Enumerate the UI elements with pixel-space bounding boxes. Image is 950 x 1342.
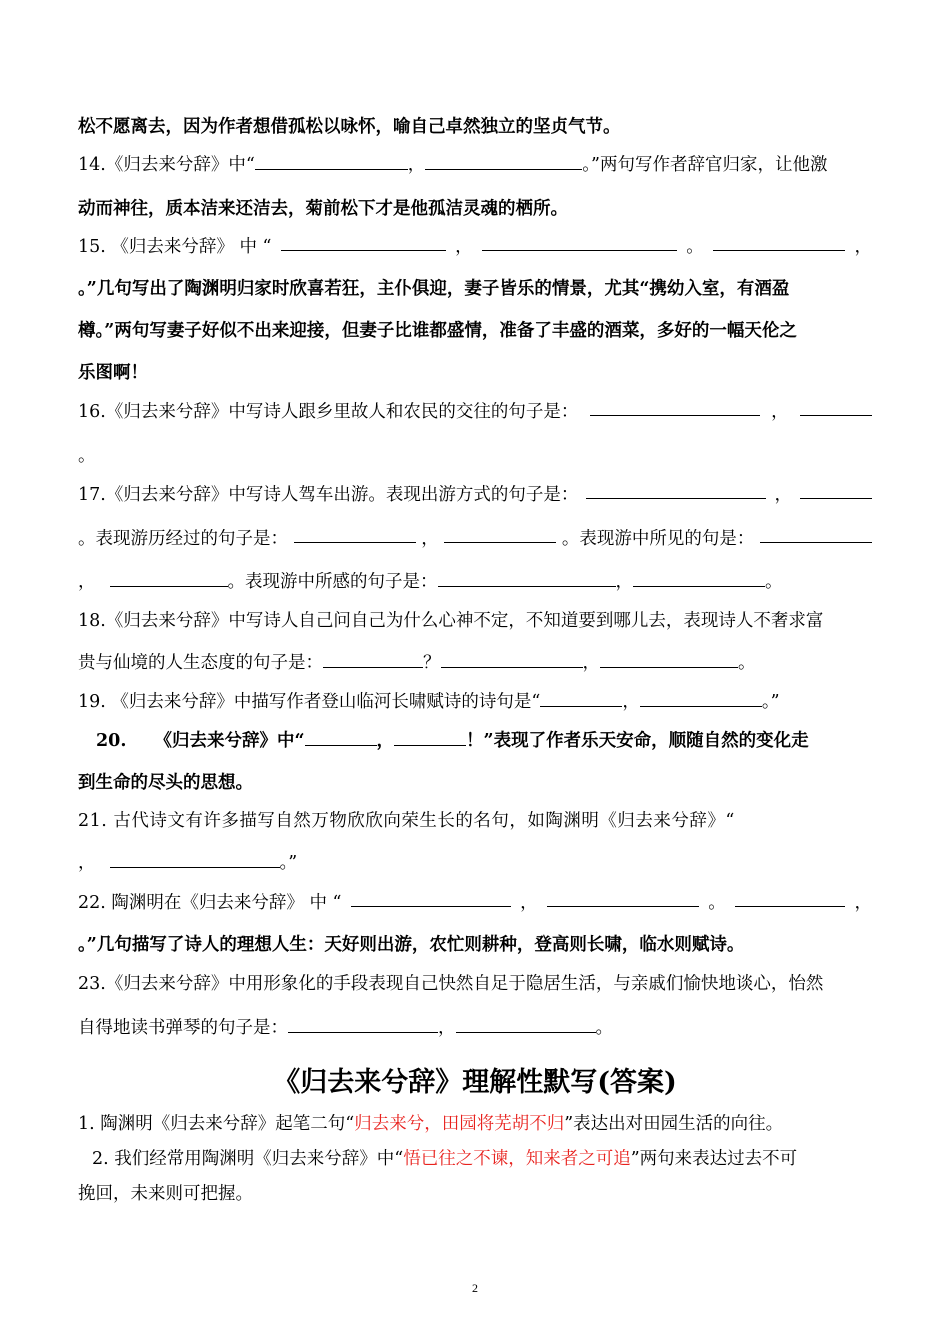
blank-line [600,653,738,668]
blank-line [351,892,511,907]
question-21-line-2: ， 。” [78,853,298,873]
answer-text: 悟已往之不谏，知来者之可追 [403,1149,631,1169]
blank-line [281,236,446,251]
question-21: 21. 古代诗文有许多描写自然万物欣欣向荣生长的名句，如陶渊明《归去来兮辞》“ [78,811,735,831]
question-14: 14.《归去来兮辞》中“ ， 。”两句写作者辞官归家，让他激 [78,155,828,175]
blank-line [110,572,228,587]
question-16: 16.《归去来兮辞》中写诗人跟乡里故人和农民的交往的句子是： ， [78,401,872,423]
answer-text: 归去来兮，田园将芜胡不归 [354,1114,565,1134]
blank-line [255,155,408,170]
blank-line [438,572,616,587]
answers-title: 《归去来兮辞》理解性默写(答案) [273,1067,677,1098]
blank-line [633,572,765,587]
blank-line [456,1018,596,1033]
question-17: 17.《归去来兮辞》中写诗人驾车出游。表现出游方式的句子是： ， [78,484,872,506]
blank-line [110,853,280,868]
blank-line [323,653,423,668]
blank-line [444,528,556,543]
question-18-line-2: 贵与仙境的人生态度的句子是： ？ ， 。 [78,653,756,673]
question-20: 20. 《归去来兮辞》中“ ， ！”表现了作者乐天安命，顺随自然的变化走 [96,731,809,751]
question-23-line-2: 自得地读书弹琴的句子是： ， 。 [78,1018,613,1038]
blank-line [288,1018,438,1033]
blank-line [425,155,582,170]
question-18: 18.《归去来兮辞》中写诗人自己问自己为什么心神不定，不知道要到哪儿去，表现诗人不奢求富 [78,611,824,631]
question-15-line-2: 。”几句写出了陶渊明归家时欣喜若狂，主仆俱迎，妻子皆乐的情景，尤其“携幼入室，有酒盈 [78,279,790,299]
blank-line [800,401,872,416]
question-13-continuation: 松不愿离去，因为作者想借孤松以咏怀，喻自己卓然独立的坚贞气节。 [78,117,621,137]
question-23: 23.《归去来兮辞》中用形象化的手段表现自己快然自足于隐居生活，与亲戚们愉快地谈心，怡然 [78,974,824,994]
question-22: 22. 陶渊明在《归去来兮辞》 中 “ ， 。 ， [78,893,872,913]
page-number: 2 [472,1281,478,1295]
blank-line [760,528,872,543]
blank-line [735,892,845,907]
blank-line [586,484,766,499]
question-22-line-2: 。”几句描写了诗人的理想人生：天好则出游，农忙则耕种，登高则长啸，临水则赋诗。 [78,935,745,955]
question-15-line-3: 樽。”两句写妻子好似不出来迎接，但妻子比谁都盛情，准备了丰盛的酒菜，多好的一幅天伦之 [78,321,797,341]
blank-line [305,731,377,746]
question-16-line-2: 。 [78,446,96,466]
blank-line [394,731,466,746]
blank-line [590,401,760,416]
question-17-line-2: 。表现游历经过的句子是： ， 。表现游中所见的句是： [78,528,872,550]
question-15: 15. 《归去来兮辞》 中 “ ， 。 ， [78,237,872,257]
blank-line [640,692,762,707]
question-19: 19. 《归去来兮辞》中描写作者登山临河长啸赋诗的诗句是“ ， 。” [78,692,780,712]
blank-line [441,653,583,668]
blank-line [713,236,845,251]
question-14-line-2: 动而神往，质本洁来还洁去，菊前松下才是他孤洁灵魂的栖所。 [78,199,568,219]
answer-2-line-2: 挽回，未来则可把握。 [78,1184,253,1204]
question-15-line-4: 乐图啊！ [78,363,148,383]
blank-line [800,484,872,499]
answer-2: 2. 我们经常用陶渊明《归去来兮辞》中“悟已往之不谏，知来者之可追”两句来表达过去不可 [92,1149,798,1169]
question-17-line-3: ， 。表现游中所感的句子是： ， 。 [78,572,783,592]
blank-line [540,692,622,707]
blank-line [482,236,677,251]
blank-line [547,892,699,907]
question-20-line-2: 到生命的尽头的思想。 [78,773,253,793]
answer-1: 1. 陶渊明《归去来兮辞》起笔二句“归去来兮，田园将芜胡不归”表达出对田园生活的向往。 [78,1114,784,1134]
blank-line [294,528,416,543]
